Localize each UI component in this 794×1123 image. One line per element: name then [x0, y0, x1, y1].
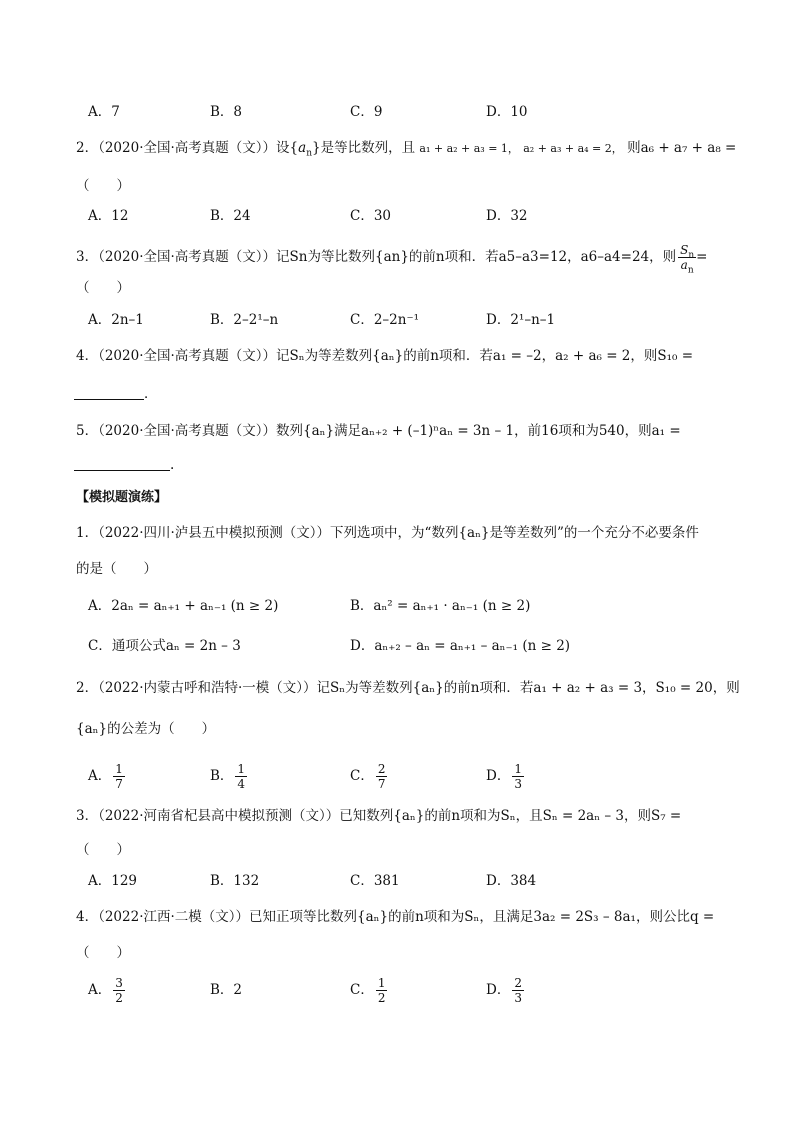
denominator: 7 — [115, 777, 123, 791]
option-c: C．381 — [350, 873, 400, 889]
option-label: C． — [350, 768, 374, 784]
denominator: 7 — [377, 777, 386, 791]
fraction — [512, 762, 524, 791]
question-number: 4． — [76, 348, 99, 364]
question-number: 5． — [76, 423, 99, 439]
option-b: B．aₙ² = aₙ₊₁ · aₙ₋₁ (n ≥ 2) — [350, 598, 531, 614]
mock-question-2 — [76, 678, 740, 698]
option-label: A． — [88, 768, 112, 784]
question-text-line2: 的是（ ） — [76, 561, 157, 577]
question-text: 下列选项中，为“数列{aₙ}是等差数列”的一个充分不必要条件 — [330, 525, 699, 541]
option-a: A．2aₙ = aₙ₊₁ + aₙ₋₁ (n ≥ 2) — [88, 598, 279, 614]
numerator: 2 — [377, 762, 386, 776]
equation: a₂ + a₃ + a₄ = 2， — [523, 142, 623, 155]
question-source: （2020·全国·高考真题（文）） — [98, 348, 277, 364]
question-source: （2022·四川·泸县五中模拟预测（文）） — [98, 525, 331, 541]
question-text: 则 — [627, 140, 641, 156]
answer-blank[interactable] — [74, 470, 170, 471]
option-label: D． — [486, 982, 511, 998]
option-a: A．2n–1 — [88, 312, 144, 328]
denominator: 2 — [115, 991, 123, 1005]
answer-paren: （ ） — [76, 280, 130, 296]
question-source: （2020·全国·高考真题（文）） — [98, 423, 277, 439]
option-a — [88, 758, 125, 794]
option-a: A．129 — [88, 873, 138, 889]
numerator: 1 — [377, 976, 386, 990]
equation: a₁ + a₂ + a₃ = 1， — [419, 142, 519, 155]
option-a — [88, 972, 125, 1008]
option-b: B．2 — [210, 982, 243, 998]
option-c — [350, 758, 387, 794]
question-number: 1． — [76, 525, 99, 541]
numerator: 1 — [237, 762, 246, 776]
question-2: 2．（2020·全国·高考真题（文））设$\{a_n\}$是等比数列，且 a₁ + a₂ + a₃ = 1， a₂ + a₃ + a₄ = 2， 则a₆ + a₇ + a₈ = — [76, 140, 737, 159]
question-number: 2． — [76, 140, 99, 156]
option-label: C． — [350, 982, 374, 998]
question-text: 已知正项等比数列{aₙ}的前n项和为Sₙ，且满足3a₂ = 2S₃ – 8a₁，则公比q = — [249, 909, 715, 925]
mock-question-4 — [76, 907, 714, 927]
fraction — [113, 762, 125, 791]
answer-paren: （ ） — [76, 842, 130, 858]
mock-question-1 — [76, 523, 699, 543]
question-number: 2． — [76, 680, 99, 696]
section-heading: 【模拟题演练】 — [76, 490, 168, 505]
denominator: 3 — [514, 777, 522, 791]
numerator: 2 — [514, 976, 522, 990]
question-text: 数列{aₙ}满足aₙ₊₂ + (–1)ⁿaₙ = 3n – 1，前16项和为540，则a₁ = — [276, 423, 681, 439]
option-b: B．2–2¹–n — [210, 312, 279, 328]
question-source: （2022·河南省杞县高中模拟预测（文）） — [98, 808, 340, 824]
option-d — [486, 758, 524, 794]
option-label: B． — [210, 768, 234, 784]
question-source: （2020·全国·高考真题（文）） — [98, 249, 277, 265]
question-number: 3． — [76, 808, 99, 824]
question-number: 3． — [76, 249, 99, 265]
question-text-line2: {aₙ}的公差为（ ） — [76, 721, 216, 737]
question-source: （2022·内蒙古呼和浩特·一模（文）） — [98, 680, 317, 696]
fraction — [376, 762, 388, 791]
question-4 — [76, 346, 693, 366]
option-d: D．384 — [486, 873, 537, 889]
question-text: 是等比数列，且 — [320, 140, 416, 156]
numerator: 1 — [115, 762, 123, 776]
question-source: （2022·江西·二模（文）） — [98, 909, 250, 925]
fraction — [376, 976, 388, 1005]
question-text: 设 — [276, 140, 290, 156]
question-text: 记Sₙ为等差数列{aₙ}的前n项和．若a₁ = –2，a₂ + a₆ = 2，则S₁₀ = — [276, 348, 694, 364]
option-c: C．9 — [350, 104, 383, 120]
question-text: 已知数列{aₙ}的前n项和为Sₙ，且Sₙ = 2aₙ – 3，则S₇ = — [339, 808, 682, 824]
option-label: A． — [88, 982, 112, 998]
option-a: A．7 — [88, 104, 120, 120]
question-text: 记Sₙ为等差数列{aₙ}的前n项和．若a₁ + a₂ + a₃ = 3，S₁₀ = 20，则 — [316, 680, 740, 696]
option-b: B．24 — [210, 208, 251, 224]
option-d — [486, 972, 524, 1008]
option-b: B．132 — [210, 873, 260, 889]
answer-paren: （ ） — [76, 178, 130, 194]
answer-paren: （ ） — [76, 945, 130, 961]
question-source: （2020·全国·高考真题（文）） — [98, 140, 277, 156]
option-c: C．通项公式aₙ = 2n – 3 — [88, 638, 241, 654]
option-d: D．aₙ₊₂ – aₙ = aₙ₊₁ – aₙ₋₁ (n ≥ 2) — [350, 638, 571, 654]
question-5 — [76, 421, 681, 441]
question-number: 4． — [76, 909, 99, 925]
option-d: D．2¹–n–1 — [486, 312, 556, 328]
blank-tail: . — [170, 457, 175, 473]
option-a: A．12 — [88, 208, 129, 224]
question-text: 记Sn为等比数列{an}的前n项和．若a5–a3=12，a6–a4=24，则 — [276, 249, 677, 265]
denominator: 4 — [237, 777, 246, 791]
option-label: D． — [486, 768, 511, 784]
fraction — [113, 976, 125, 1005]
option-d: D．32 — [486, 208, 528, 224]
denominator: 3 — [514, 991, 522, 1005]
option-d: D．10 — [486, 104, 528, 120]
option-b: B．8 — [210, 104, 243, 120]
question-3: 3．（2020·全国·高考真题（文））记Sn为等比数列{an}的前n项和．若a5–a3=12，a6–a4=24，则 $\frac{S_n}{a_n}$ = — [76, 243, 708, 276]
equation: a₆ + a₇ + a₈ = — [640, 140, 737, 156]
option-b — [210, 758, 247, 794]
answer-blank[interactable] — [74, 399, 144, 400]
denominator: 2 — [377, 991, 386, 1005]
option-c: C．2–2n⁻¹ — [350, 312, 419, 328]
option-c: C．30 — [350, 208, 392, 224]
numerator: 1 — [514, 762, 522, 776]
blank-tail: ． — [144, 386, 158, 402]
numerator: 3 — [115, 976, 123, 990]
fraction — [235, 762, 247, 791]
fraction: $\frac{S_n}{a_n}$ — [680, 243, 695, 276]
option-c — [350, 972, 387, 1008]
fraction — [512, 976, 524, 1005]
mock-question-3 — [76, 806, 681, 826]
